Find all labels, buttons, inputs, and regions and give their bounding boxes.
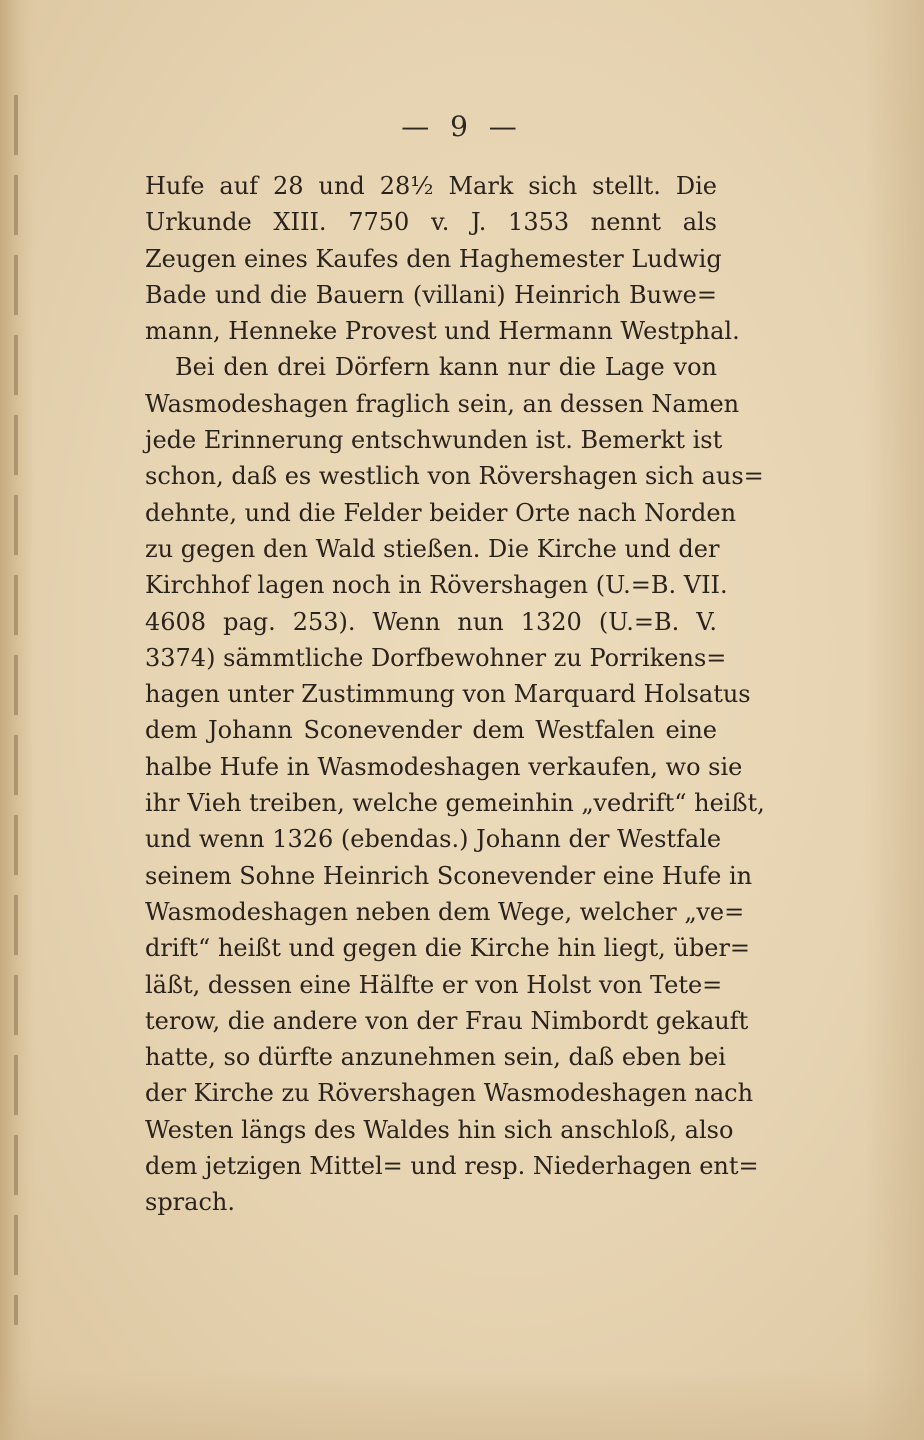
text-line: und wenn 1326 (ebendas.) Johann der Westfale — [145, 825, 722, 854]
text-line: schon, daß es westlich von Rövershagen sich aus= — [145, 462, 764, 491]
text-line: halbe Hufe in Wasmodeshagen verkaufen, wo sie — [145, 752, 743, 781]
text-line: 4608 pag. 253). Wenn nun 1320 (U.=B. V. — [145, 607, 717, 636]
text-line: Bei den drei Dörfern kann nur die Lage von — [175, 353, 717, 382]
text-line: drift“ heißt und gegen die Kirche hin liegt, über= — [145, 934, 751, 963]
page-number: — 9 — — [401, 110, 523, 143]
text-line: ihr Vieh treiben, welche gemeinhin „vedrift“ heißt, — [145, 789, 765, 818]
text-line: Wasmodeshagen fraglich sein, an dessen Namen — [145, 389, 740, 418]
text-line: Urkunde XIII. 7750 v. J. 1353 nennt als — [145, 208, 717, 237]
text-line: dem jetzigen Mittel= und resp. Niederhagen ent= — [145, 1152, 759, 1181]
text-line: sprach. — [145, 1188, 235, 1217]
text-line: jede Erinnerung entschwunden ist. Bemerkt ist — [145, 426, 723, 455]
text-line: der Kirche zu Rövershagen Wasmodeshagen nach — [145, 1079, 754, 1108]
text-line: hagen unter Zustimmung von Marquard Holsatus — [145, 680, 751, 709]
text-line: Bade und die Bauern (villani) Heinrich Buwe= — [145, 280, 717, 309]
text-line: Hufe auf 28 und 28½ Mark sich stellt. Die — [145, 172, 717, 200]
text-line: dem Johann Sconevender dem Westfalen eine — [145, 716, 717, 745]
text-line: zu gegen den Wald stießen. Die Kirche und der — [145, 534, 720, 563]
page-edge-bottom — [0, 1370, 924, 1440]
text-line: Wasmodeshagen neben dem Wege, welcher „ve= — [145, 897, 745, 926]
text-line: 3374) sämmtliche Dorfbewohner zu Porrikens= — [145, 643, 727, 672]
text-line: dehnte, und die Felder beider Orte nach Norden — [145, 498, 737, 527]
text-line: terow, die andere von der Frau Nimbordt gekauft — [145, 1006, 749, 1035]
text-line: Kirchhof lagen noch in Rövershagen (U.=B. VII. — [145, 571, 728, 600]
text-line: mann, Henneke Provest und Hermann Westphal. — [145, 317, 740, 346]
binding-thread — [14, 95, 18, 1325]
text-line: hatte, so dürfte anzunehmen sein, daß eben bei — [145, 1043, 726, 1072]
text-line: Westen längs des Waldes hin sich anschloß, also — [145, 1115, 734, 1144]
text-line: läßt, dessen eine Hälfte er von Holst von Tete= — [145, 970, 723, 999]
page-binding — [0, 0, 34, 1440]
text-line: seinem Sohne Heinrich Sconevender eine Hufe in — [145, 861, 753, 890]
text-line: Zeugen eines Kaufes den Haghemester Ludwig — [145, 244, 722, 273]
body-text — [145, 168, 765, 1221]
page-edge-right — [864, 0, 924, 1440]
